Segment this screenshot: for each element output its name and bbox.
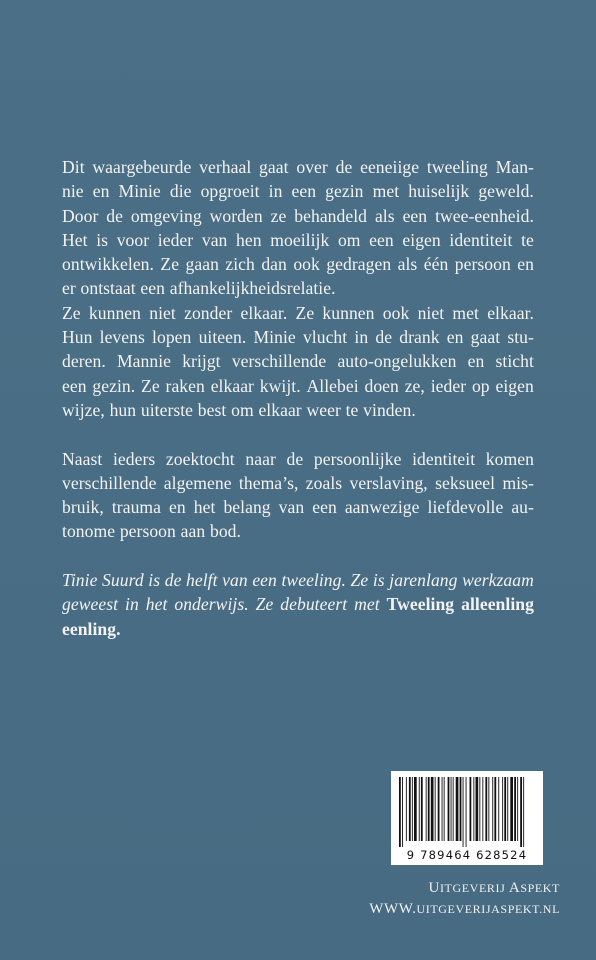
word: opgroeit [200,181,260,202]
word: deren. [62,351,106,372]
word: ieder [430,375,467,396]
word: te [521,229,534,250]
word: over [296,157,328,177]
word: om [231,399,254,420]
word: de [164,570,182,591]
word: en [467,351,485,372]
word: werkzaam [462,570,534,591]
word: naar [245,448,276,469]
word: seksueel [435,472,496,493]
barcode-bar [507,777,508,841]
themes-paragraph [62,447,534,544]
word: twee-eenheid. [435,205,534,226]
barcode-bar [448,777,450,841]
word: met [372,181,400,202]
barcode-bar [431,777,434,841]
word: Minie [253,327,296,348]
barcode-bar [460,777,462,841]
word: het [193,497,216,518]
word: eigen [402,229,441,250]
word: drank [399,327,440,348]
word: Minie [118,181,161,202]
description-paragraph [62,155,534,422]
word: een [62,375,87,396]
barcode-bar [476,777,479,841]
word: helft [186,570,218,591]
word: en [517,254,534,275]
word: Ze [62,302,81,323]
word: lopen [152,327,192,348]
author-bio-line [62,568,534,592]
word: verslaving, [349,472,428,493]
word: bruik, [62,497,104,518]
word: van [201,229,228,250]
word: een [252,570,277,591]
barcode-bar [494,777,496,841]
barcode-bar [402,777,403,847]
word: algemene [163,472,232,493]
word: in [268,181,283,202]
word: tweeling. [281,570,346,591]
isbn-number: 9 789464 628524 [406,848,528,862]
text-line [62,447,534,471]
barcode-bar [492,777,493,841]
barcode-bar [470,777,472,841]
word: de [335,157,353,177]
barcode-bar [498,777,499,841]
word: Ze [255,594,274,615]
word: uiteen. [198,327,247,348]
barcode-bar [520,777,522,847]
word: auto-ongelukken [337,351,457,372]
publisher-name: UITGEVERIJ ASPEKT [428,880,560,896]
word: liefdevolle [427,497,504,518]
word: tonome [62,521,116,542]
word: om [337,229,361,250]
word: identiteit [449,229,513,250]
word: gaan [185,254,219,275]
barcode-bar [485,777,487,841]
word: omgeving [130,205,202,226]
text-line [62,228,534,252]
word: er [62,278,76,299]
word: als [374,205,395,226]
word: eigen [495,375,534,396]
text-line [62,179,534,203]
word: het [145,594,168,615]
word: hen [236,229,262,250]
word: onderwijs. [174,594,249,615]
word: is [148,570,161,591]
word: elkaar. [240,302,288,323]
word: een [312,497,337,518]
word: worden [209,205,263,226]
text-line [62,471,534,495]
text-line [62,398,534,422]
word: de [106,205,123,226]
word: moeilijk [270,229,330,250]
barcode-bar [453,777,454,841]
word: krijgt [182,351,221,372]
word: en [446,327,464,348]
word: is [96,229,109,250]
word: te [345,399,359,420]
barcode-bar [421,777,423,841]
word: met [354,594,380,615]
word: Naast [62,448,103,469]
word: die [169,181,192,202]
word: gedragen [326,254,392,275]
text-line [62,325,534,349]
word: vlucht [302,327,348,348]
barcode-bar [435,777,436,841]
word: in [354,327,369,348]
word: Ze [141,375,160,396]
word: elkaar. [487,302,534,323]
word: verhaal [199,157,252,177]
word: tweeling [426,157,488,177]
text-line [62,495,534,519]
barcode-bar [414,777,417,841]
barcode-bar [510,777,513,841]
word: ze, [404,375,425,396]
word: en [169,497,186,518]
word: ontwikkelen. [62,254,154,275]
barcode-bar [466,777,467,847]
text-line [62,204,534,228]
barcode-bar [438,777,440,841]
word: Man- [495,157,534,177]
word: ontstaat [80,278,136,299]
word: kwijt. [259,375,301,396]
word: vinden. [363,399,416,420]
word: dan [261,254,287,275]
barcode-bar [502,777,503,841]
word: stu- [507,327,534,348]
word: een [140,278,165,299]
word: identiteit [412,448,476,469]
word: zoektocht [165,448,235,469]
isbn-barcode [391,771,543,865]
barcode-bar [479,777,480,841]
word: zoals [305,472,343,493]
word: met [452,302,479,323]
text-line [62,155,534,179]
word: ieders [112,448,156,469]
word: nie [62,181,84,202]
word: op [471,375,490,396]
word: ook [293,254,320,275]
word: Mannie [116,351,172,372]
barcode-bar [504,777,506,841]
word: belang [223,497,271,518]
word: huiselijk [408,181,470,202]
barcode-bar [428,777,430,841]
paragraph-gap [62,544,534,568]
barcode-bar [456,777,459,841]
debut-title-word: Tweeling [386,594,455,615]
publisher-block [340,878,560,920]
word: Ze [160,254,180,275]
word: geweld. [478,181,534,202]
word: Dit [62,157,85,177]
word: van [222,570,248,591]
text-line [62,374,534,398]
word: zich [225,254,255,275]
word: gaat [470,327,501,348]
word: aanwezige [344,497,420,518]
word: persoon [119,521,176,542]
author-bio-line [62,617,534,641]
debut-title-end: eenling. [62,618,121,639]
word: Het [62,229,88,250]
barcode-bar [409,777,411,841]
blurb-text [62,155,534,641]
word: weer [306,399,341,420]
word: Tinie [62,570,98,591]
word: de [375,327,393,348]
barcode-bar [451,777,452,841]
word: elkaar [210,375,254,396]
word: Suurd [102,570,144,591]
word: niet [417,302,445,323]
word: verschillende [62,472,157,493]
word: één [423,254,449,275]
word: wijze, [62,399,105,420]
text-line [62,519,534,543]
paragraph-gap [62,422,534,446]
word: debuteert [280,594,348,615]
word: gaat [259,157,289,177]
word: au- [511,497,534,518]
word: een [402,205,428,226]
barcode-bar [419,777,420,841]
barcode-bar [426,777,427,841]
word: aan [180,521,206,542]
word: kunnen [322,302,375,323]
barcode-bar [473,777,474,841]
word: zonder [184,302,233,323]
word: ieder [157,229,194,250]
word: hun [109,399,137,420]
word: geweest [62,594,119,615]
debut-title-word: alleenling [461,594,534,615]
word: een [369,229,394,250]
word: ook [382,302,410,323]
word: Hun [62,327,93,348]
barcode-bar [444,777,445,841]
word: uiterste [140,399,194,420]
barcode-bar [442,777,443,841]
word: is [372,570,385,591]
barcode-bars [397,777,537,847]
word: raken [165,375,205,396]
word: bod. [209,521,241,542]
word: kunnen [88,302,141,323]
text-line [62,301,534,325]
text-line [62,252,534,276]
barcode-bar [517,777,518,841]
word: trauma [111,497,162,518]
word: voor [116,229,150,250]
barcode-bar [523,777,524,847]
word: verschillende [231,351,327,372]
word: Allebei [306,375,359,396]
word: gezin. [92,375,136,396]
text-line [62,349,534,373]
word: mis- [502,472,534,493]
barcode-bar [488,777,489,841]
word: ze [270,205,287,226]
word: doen [364,375,399,396]
word: levens [99,327,145,348]
text-line [62,276,534,300]
word: waargebeurde [92,157,192,177]
word: elkaar [258,399,302,420]
word: en [92,181,110,202]
word: jarenlang [389,570,458,591]
word: eeneiige [360,157,420,177]
barcode-bar [399,777,401,847]
barcode-bar [463,777,464,847]
word: de [286,448,304,469]
author-bio-line [62,592,534,616]
barcode-bar [514,777,516,841]
word: Ze [295,302,315,323]
word: als [397,254,418,275]
word: Ze [350,570,369,591]
word: van [278,497,305,518]
word: persoonlijke [313,448,402,469]
word: sticht [495,351,534,372]
word: een [291,181,317,202]
barcode-bar [406,777,407,841]
barcode-bar [412,777,413,841]
word: thema’s, [238,472,299,493]
word: behandeld [294,205,368,226]
author-bio [62,568,534,641]
word: persoon [454,254,511,275]
word: best [197,399,227,420]
word: gezin [325,181,364,202]
publisher-url: WWW.UITGEVERIJASPEKT.NL [369,901,560,917]
word: komen [485,448,534,469]
word: Door [62,205,99,226]
word: niet [149,302,176,323]
word: afhankelijkheidsrelatie. [169,278,336,299]
word: in [125,594,139,615]
barcode-bar [482,777,483,841]
